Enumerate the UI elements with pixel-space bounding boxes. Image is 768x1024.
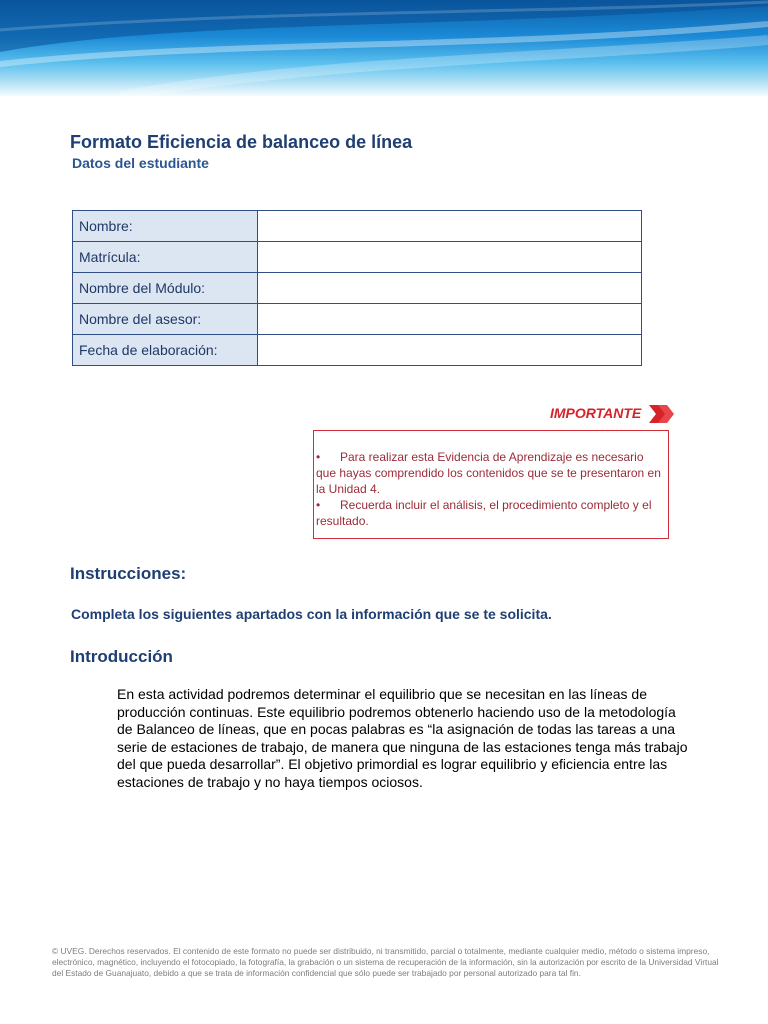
section-subtitle: Datos del estudiante (72, 155, 209, 171)
table-row (73, 242, 642, 273)
notice-item-text: Para realizar esta Evidencia de Aprendizaje es necesario que hayas comprendido los contenidos que se te presentaron en la Unidad 4. (316, 450, 661, 496)
enrollment-label: Matrícula: (73, 242, 258, 273)
important-notice-box (313, 430, 669, 539)
advisor-name-field[interactable] (258, 304, 642, 335)
table-row (73, 335, 642, 366)
student-name-field[interactable] (258, 211, 642, 242)
introduction-heading: Introducción (70, 647, 173, 666)
date-field[interactable] (258, 335, 642, 366)
important-header (550, 402, 680, 428)
list-item (316, 497, 662, 529)
document-title: Formato Eficiencia de balanceo de línea (70, 132, 413, 152)
student-name-label: Nombre: (73, 211, 258, 242)
important-label: IMPORTANTE (550, 405, 642, 421)
student-data-table (72, 210, 642, 366)
module-name-label: Nombre del Módulo: (73, 273, 258, 304)
notice-item-text: Recuerda incluir el análisis, el procedimiento completo y el resultado. (316, 498, 652, 528)
module-name-field[interactable] (258, 273, 642, 304)
copyright-footer: © UVEG. Derechos reservados. El contenido de este formato no puede ser distribuido, ni transmitido, parcial o totalmente, mediante cualquier medio, método o sistema impreso, electrónico, magnético, incluyendo el fotocopiado, la fotografía, la grabación o un sistema de recuperación de la información, sin la autorización por escrito de la Universidad Virtual del Estado de Guanajuato, debido a que se trata de información confidencial que sólo puede ser trabajado por personal autorizado para tal fin. (52, 946, 719, 978)
table-row (73, 273, 642, 304)
instructions-text: Completa los siguientes apartados con la información que se te solicita. (71, 606, 552, 622)
enrollment-field[interactable] (258, 242, 642, 273)
instructions-heading: Instrucciones: (70, 564, 187, 583)
bullet: • (316, 450, 321, 464)
list-item (316, 449, 662, 497)
header-banner (0, 0, 768, 96)
date-label: Fecha de elaboración: (73, 335, 258, 366)
introduction-text: En esta actividad podremos determinar el equilibrio que se necesitan en las líneas de producción continuas. Este equilibrio podremos obtenerlo haciendo uso de la metodología de Balanceo de líneas, que en pocas palabras es “la asignación de todas las tareas a una serie de estaciones de trabajo, de manera que ninguna de las estaciones tenga más trabajo del que pueda desarrollar”. El objetivo primordial es lograr equilibrio y eficiencia entre las estaciones de trabajo y no haya tiempos ociosos. (117, 686, 688, 790)
bullet: • (316, 498, 321, 512)
table-row (73, 211, 642, 242)
advisor-name-label: Nombre del asesor: (73, 304, 258, 335)
double-chevron-icon (646, 402, 676, 426)
table-row (73, 304, 642, 335)
banner-wave-graphic (0, 0, 768, 96)
